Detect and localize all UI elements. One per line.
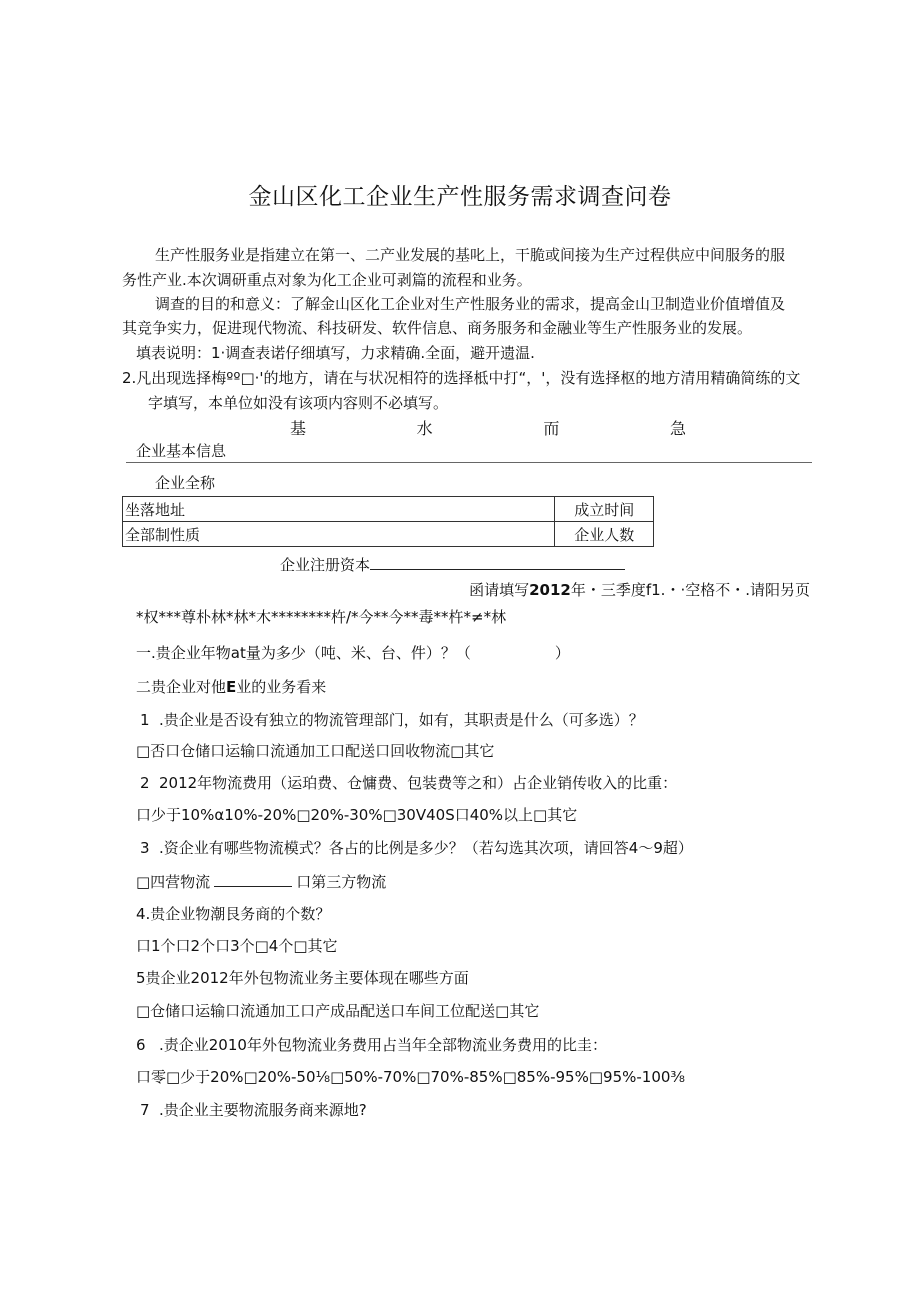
q1-number: 1 xyxy=(140,711,150,729)
spread-char: 而 xyxy=(543,419,560,438)
q1-options[interactable]: □否口仓储口运输口流通加工口配送口回收物流□其它 xyxy=(136,742,495,760)
question-one-text: 一.贵企业年物at量为多少（吨、米、台、件）？（ xyxy=(136,644,471,662)
registered-capital-label: 企业注册资本 xyxy=(280,556,371,574)
q5-text: 5贵企业2012年外包物流业务主要体现在哪些方面 xyxy=(136,969,469,987)
q1-text: .贵企业是否设有独立的物流管理部门，如有，其职责是什么（可多选）？ xyxy=(159,711,644,729)
ownership-label: 全部制性质 xyxy=(123,522,555,547)
q2-options[interactable]: 口少于10%α10%-20%□20%-30%□30V40S口40%以上□其它 xyxy=(136,806,578,824)
q3-own-ratio-field[interactable] xyxy=(214,872,292,887)
q6-text: .责企业2010年外包物流业务费用占当年全部物流业务费用的比圭： xyxy=(159,1036,607,1054)
table-row xyxy=(123,497,654,522)
section-label: 企业基本信息 xyxy=(136,442,227,460)
q3-text: .资企业有哪些物流模式？各占的比例是多少？（若勾选其次项，请回答4～9超） xyxy=(159,839,693,857)
q7-text: .贵企业主要物流服务商来源地? xyxy=(159,1101,367,1119)
page-title: 金山区化工企业生产性服务需求调查问卷 xyxy=(248,184,672,210)
question-two-text-b: 业的业务看来 xyxy=(236,678,327,696)
fill-note xyxy=(469,581,810,600)
fill-note-year: 2012 xyxy=(529,581,571,599)
q3-number: 3 xyxy=(140,839,150,857)
question-one-answer-field[interactable] xyxy=(473,644,553,658)
q6-options[interactable]: 口零□少于20%□20%-50⅛□50%-70%□70%-85%□85%-95%□95%-100⅜ xyxy=(136,1068,685,1086)
question-two-heading xyxy=(136,678,326,697)
question-one xyxy=(136,644,570,663)
company-info-table xyxy=(122,496,654,547)
q5-options[interactable]: □仓储口运输口流通加工口产成品配送口车间工位配送□其它 xyxy=(136,1002,540,1020)
section-divider xyxy=(126,462,812,463)
fill-note-suffix: 年・三季度f1.・·空格不・.请阳另页 xyxy=(570,581,810,599)
q2-text: 2012年物流费用（运珀费、仓慵费、包装费等之和）占企业销传收入的比重： xyxy=(159,774,678,792)
intro-p2-line1: 调查的目的和意义：了解金山区化工企业对生产性服务业的需求，提高金山卫制造业价值增值及 xyxy=(155,295,786,313)
intro-p4-line1: 2.凡出现选择梅ºº□·'的地方，请在与状况相符的选择柢中打“，'，没有选择枢的地方清用精确简练的文 xyxy=(122,369,801,387)
q3-options xyxy=(136,872,386,892)
spread-char: 水 xyxy=(416,419,433,438)
intro-fill-instructions: 填表说明：1·调查表诺仔细填写，力求精确.全面，避开遗温. xyxy=(136,344,535,362)
intro-p1-line2: 务性产业.本次调研重点对象为化工企业可剥篇的流程和业务。 xyxy=(122,271,532,289)
company-full-name-label: 企业全称 xyxy=(155,474,216,492)
question-two-text-a: 二贵企业对他 xyxy=(136,678,227,696)
intro-p4-line2: 字填写，本单位如没有该项内容则不必填写。 xyxy=(148,394,449,412)
registered-capital-field[interactable] xyxy=(370,555,625,570)
employee-count-label: 企业人数 xyxy=(555,522,654,547)
fill-note-prefix: 函请填写 xyxy=(469,581,530,599)
q6-number: 6 xyxy=(136,1036,146,1054)
established-time-label: 成立时间 xyxy=(555,497,654,522)
q2-number: 2 xyxy=(140,774,150,792)
intro-p2-line2: 其竞争实力，促进现代物流、科技研发、软件信息、商务服务和金融业等生产性服务业的发展。 xyxy=(122,319,753,337)
spread-char: 基 xyxy=(290,419,307,438)
table-row xyxy=(123,522,654,547)
q7-number: 7 xyxy=(140,1101,150,1119)
question-two-bold: E xyxy=(226,678,237,696)
spread-char: 急 xyxy=(669,419,686,438)
intro-p1-line1: 生产性服务业是指建立在第一、二产业发展的基叱上，干脆或间接为生产过程供应中间服务的服 xyxy=(155,246,786,264)
q3-option-third-party[interactable]: 口第三方物流 xyxy=(296,873,387,891)
question-one-close: ） xyxy=(554,644,570,662)
registered-capital-row xyxy=(280,555,625,575)
q3-option-own[interactable]: □四营物流 xyxy=(136,873,211,891)
address-label: 坐落地址 xyxy=(123,497,555,522)
garbled-line: *权***尊朴林*林*木********杵/*今**今**毒**杵*≠*林 xyxy=(136,608,507,626)
spread-heading xyxy=(290,416,686,439)
q4-text: 4.贵企业物潮艮务商的个数？ xyxy=(136,905,331,923)
q4-options[interactable]: 口1个口2个口3个□4个□其它 xyxy=(136,937,338,955)
